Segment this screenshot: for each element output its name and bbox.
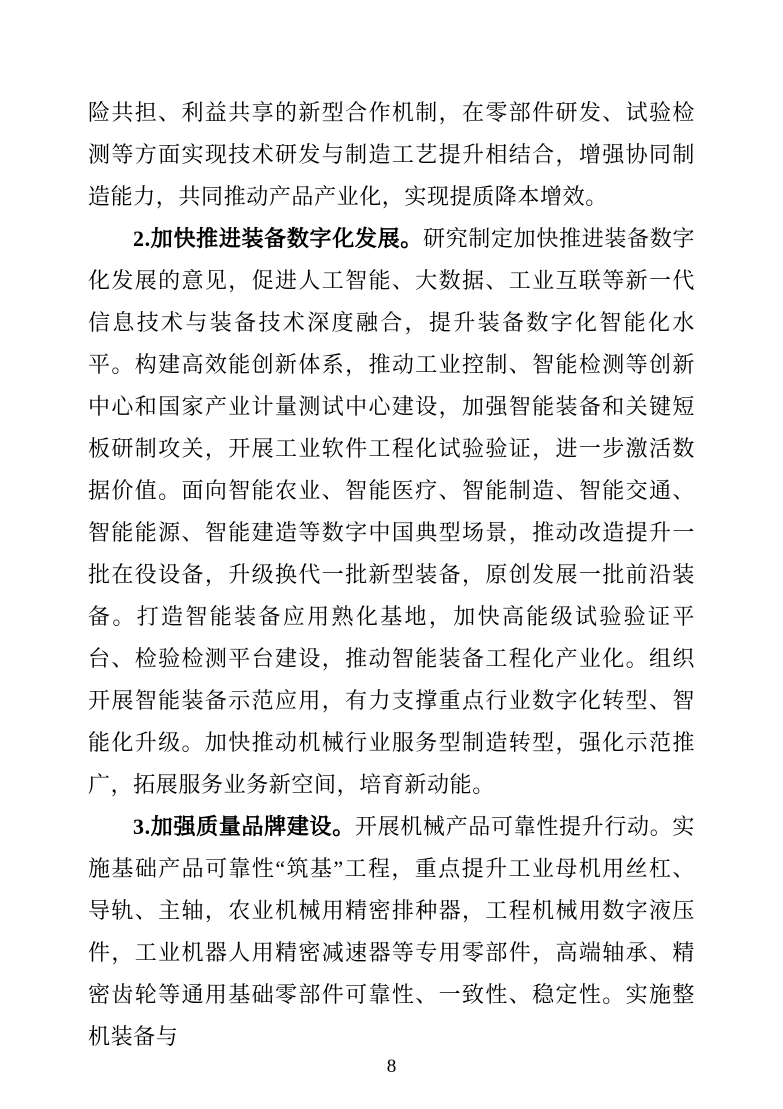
paragraph-text-run: 险共担、利益共享的新型合作机制，在零部件研发、试验检测等方面实现技术研发与制造工艺提升相结合，增强协同制造能力，共同推动产品产业化，实现提质降本增效。 bbox=[88, 100, 695, 209]
page-number: 8 bbox=[386, 1056, 397, 1077]
paragraph-text-run: 研究制定加快推进装备数字化发展的意见，促进人工智能、大数据、工业互联等新一代信息技术与装备技术深度融合，提升装备数字化智能化水平。构建高效能创新体系，推动工业控制、智能检测等创新中心和国家产业计量测试中心建设，加强智能装备和关键短板研制攻关，开展工业软件工程化试验验证，进一步激活数据价值。面向智能农业、智能医疗、智能制造、智能交通、智能能源、智能建造等数字中国典型场景，推动改造提升一批在役设备，升级换代一批新型装备，原创发展一批前沿装备。打造智能装备应用熟化基地，加快高能级试验验证平台、检验检测平台建设，推动智能装备工程化产业化。组织开展智能装备示范应用，有力支撑重点行业数字化转型、智能化升级。加快推动机械行业服务型制造转型，强化示范推广，拓展服务业务新空间，培育新动能。 bbox=[88, 226, 696, 797]
paragraph bbox=[88, 92, 695, 218]
paragraph bbox=[88, 806, 695, 1058]
page-footer bbox=[0, 1057, 783, 1077]
paragraph-heading-run: 2.加快推进装备数字化发展。 bbox=[133, 226, 423, 251]
paragraph bbox=[88, 218, 695, 806]
paragraph-heading-run: 3.加强质量品牌建设。 bbox=[133, 814, 355, 839]
paragraph-text-run: 开展机械产品可靠性提升行动。实施基础产品可靠性“筑基”工程，重点提升工业母机用丝杠、导轨、主轴，农业机械用精密排种器，工程机械用数字液压件，工业机器人用精密减速器等专用零部件，高端轴承、精密齿轮等通用基础零部件可靠性、一致性、稳定性。实施整机装备与 bbox=[88, 814, 695, 1049]
document-body bbox=[88, 92, 695, 1058]
